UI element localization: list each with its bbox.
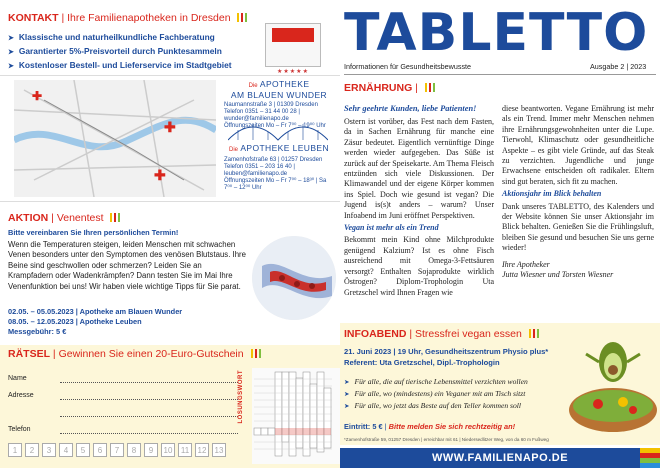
kontakt-heading	[8, 12, 249, 25]
article-column-1: Ostern ist vorüber, das Fest nach dem Fasten, da in Sachen Ernährung für manche eine Zäsur bedeutet. Eigentlich vernünftige Dinge werden wieder aufgegeben. Das Süße ist zurück auf der Speisekarte. Am Thema Fleisch entzünden sich viele Diskussionen. Der Klimawandel und der eigene Körper kommen ins Spiel. Doch wie gesund ist vegan? Die Jugend is(s)t anders – warum? Unser Infoabend im Juni eröffnet Perspektiven. Vegan ist mehr als ein Trend Bekommt mein Kind ohne Milchprodukte genügend Kalzium? Ist es ohne Fisch ausreichend mit Omega-3-Fettsäuren versorgt? Enthalten Sojaprodukte wirklich Östrogen? Diplom-Trophologin Uta Gretzschel wird Ihnen Fragen wie	[344, 117, 494, 297]
list-item: ➤ Für alle, die auf tierische Lebensmittel verzichten wollen	[344, 376, 564, 388]
issue-number: Ausgabe 2 | 2023	[590, 62, 647, 71]
color-bars-icon	[529, 329, 541, 341]
solution-box[interactable]: 13	[212, 443, 226, 457]
phone-field[interactable]: Telefon	[8, 426, 238, 433]
subheading: Aktionsjahr im Blick behalten	[502, 189, 602, 199]
infoabend-footnote: *Zamenhofstraße 59, 01257 Dresden | erreichbar mit 61 | Niedersedlitzer Weg, von da 60 m Fußweg	[344, 437, 549, 442]
kontakt-subtitle: Ihre Familienapotheken in Dresden	[67, 12, 231, 24]
color-bars-icon	[110, 213, 122, 225]
pharmacy-hours: Öffnungszeiten Mo – Fr 7⁰⁰ – 19⁰⁰ Uhr	[224, 123, 326, 129]
bridge-illustration-icon	[228, 112, 328, 142]
solution-word-label: LÖSUNGSWORT	[238, 370, 244, 424]
list-item: ➤ Für alle, wo (mindestens) ein Veganer mit am Tisch sitzt	[344, 388, 564, 400]
infoabend-fee: Eintritt: 5 € | Bitte melden Sie sich rechtzeitig an!	[344, 422, 516, 431]
infoabend-heading: INFOABEND | Stressfrei vegan essen	[344, 328, 541, 341]
solution-box[interactable]: 11	[178, 443, 192, 457]
infoabend-list	[344, 376, 564, 412]
solution-box[interactable]: 9	[144, 443, 158, 457]
solution-box[interactable]: 7	[110, 443, 124, 457]
infoabend-speaker: Referent: Uta Gretzschel, Dipl.-Trophologin	[344, 358, 500, 367]
aktion-heading: AKTION | Venentest	[8, 212, 122, 225]
color-bars-icon	[251, 349, 263, 361]
kontakt-title: KONTAKT	[8, 12, 59, 24]
solution-box[interactable]: 2	[25, 443, 39, 457]
kontakt-separator: |	[58, 12, 68, 24]
greeting: Sehr geehrte Kunden, liebe Patienten!	[344, 104, 477, 113]
divider	[344, 74, 656, 75]
signature-names: Jutta Wiesner und Torsten Wiesner	[502, 270, 614, 280]
name-field[interactable]: Name	[8, 375, 238, 382]
award-badge-icon: ★★★★★	[265, 23, 321, 67]
city-map-icon	[14, 80, 216, 197]
solution-box[interactable]: 10	[161, 443, 175, 457]
ernaehrung-heading: ERNÄHRUNG |	[344, 82, 437, 95]
solution-box[interactable]: 1	[8, 443, 22, 457]
kontakt-bullet-list	[8, 31, 233, 74]
color-strip-icon	[640, 448, 660, 468]
solution-box[interactable]: 4	[59, 443, 73, 457]
vein-illustration-icon	[252, 236, 336, 320]
article-column-2: diese beantworten. Vegane Ernährung ist mehr als ein Trend. Immer mehr Menschen nehmen ihre Ernährungsgewohnheiten unter die Lupe. Tierwohl, Klimaschutz oder gesundheitliche Aspekte – es gibt viele Gründe, auf das Steak zu verzichten. Jugendliche und junge Erwachsene entscheiden oft radikaler. Eltern sind gut beraten, sich fit zu machen. Aktionsjahr im Blick behalten Dank unseres TABLETTO, des Kalenders und der Website können Sie unser Aktionsjahr im Blick behalten. Genießen Sie die Frühlingsluft, bleiben Sie gesund und besuchen Sie uns gerne wieder! Ihre Apotheker Jutta Wiesner und Torsten Wiesner	[502, 104, 654, 280]
list-item: ➤ Klassische und naturheilkundliche Fachberatung	[8, 31, 233, 45]
solution-box[interactable]: 8	[127, 443, 141, 457]
list-item: ➤ Kostenloser Bestell- und Lieferservice im Stadtgebiet	[8, 59, 233, 73]
pharmacy-address: Naumannstraße 3 | 01309 Dresden	[224, 102, 318, 108]
signature: Ihre Apotheker	[502, 259, 550, 269]
address-field[interactable]: Adresse	[8, 392, 238, 399]
solution-box[interactable]: 12	[195, 443, 209, 457]
svg-text:✚: ✚	[32, 89, 43, 103]
raetsel-form	[8, 370, 238, 462]
crossword-grid	[252, 368, 340, 464]
aktion-body: Wenn die Temperaturen steigen, leiden Menschen mit schwachen Venen besonders unter den Symptomen des venösen Blutstaus. Ihre Beine sind geschwollen oder schmerzen? Leiden Sie an Krampfadern oder Wadenkrämpfen? Dann testen Sie im Mai Ihre Venenfunktion bei uns! Wir haben viele wichtige Tipps für Sie parat.	[8, 240, 246, 291]
infoabend-date: 21. Juni 2023 | 19 Uhr, Gesundheitszentrum Physio plus*	[344, 347, 549, 356]
pharmacy-address: Zamenhofstraße 63 | 01257 Dresden	[224, 157, 323, 163]
list-item: ➤ Garantierter 5%-Preisvorteil durch Punktesammeln	[8, 45, 233, 59]
pharmacy-hours: Öffnungszeiten Mo – Fr 7⁰⁰ – 18³⁰ | Sa 7⁰⁰ – 12⁰⁰ Uhr	[224, 178, 327, 191]
avocado-food-illustration-icon	[568, 332, 658, 432]
solution-box[interactable]: 5	[76, 443, 90, 457]
pharmacy-phone: Telefon 0351 – 203 16 40 | leuben@familienapo.de	[224, 164, 295, 177]
aktion-dates: 02.05. – 05.05.2023 | Apotheke am Blauen Wunder 08.05. – 12.05.2023 | Apotheke Leuben Messgebühr: 5 €	[8, 307, 183, 336]
solution-boxes	[8, 443, 226, 457]
address-field-2[interactable]	[8, 409, 238, 416]
footer-url[interactable]: WWW.FAMILIENAPO.DE	[340, 448, 660, 468]
pharmacy-phone: Telefon 0351 – 31 44 00 28 | wunder@familienapo.de	[224, 109, 300, 122]
color-bars-icon	[425, 83, 437, 95]
solution-box[interactable]: 6	[93, 443, 107, 457]
subheading: Vegan ist mehr als ein Trend	[344, 223, 439, 233]
raetsel-heading: RÄTSEL | Gewinnen Sie einen 20-Euro-Gutschein	[0, 345, 340, 363]
svg-text:✚: ✚	[164, 119, 176, 135]
aktion-intro: Bitte vereinbaren Sie Ihren persönlichen Termin!	[8, 228, 179, 237]
pharmacy-card-leuben	[224, 144, 334, 192]
pharmacy-name: Die APOTHEKE LEUBEN	[229, 143, 329, 153]
color-bars-icon	[237, 13, 249, 25]
solution-box[interactable]: 3	[42, 443, 56, 457]
list-item: ➤ Für alle, wo jetzt das Beste auf den Teller kommen soll	[344, 400, 564, 412]
tagline: Informationen für Gesundheitsbewusste	[344, 62, 472, 71]
svg-text:✚: ✚	[154, 167, 166, 183]
tabletto-logo: TABLETTO	[344, 3, 649, 63]
pharmacy-name: Die APOTHEKE AM BLAUEN WUNDER	[230, 79, 328, 100]
